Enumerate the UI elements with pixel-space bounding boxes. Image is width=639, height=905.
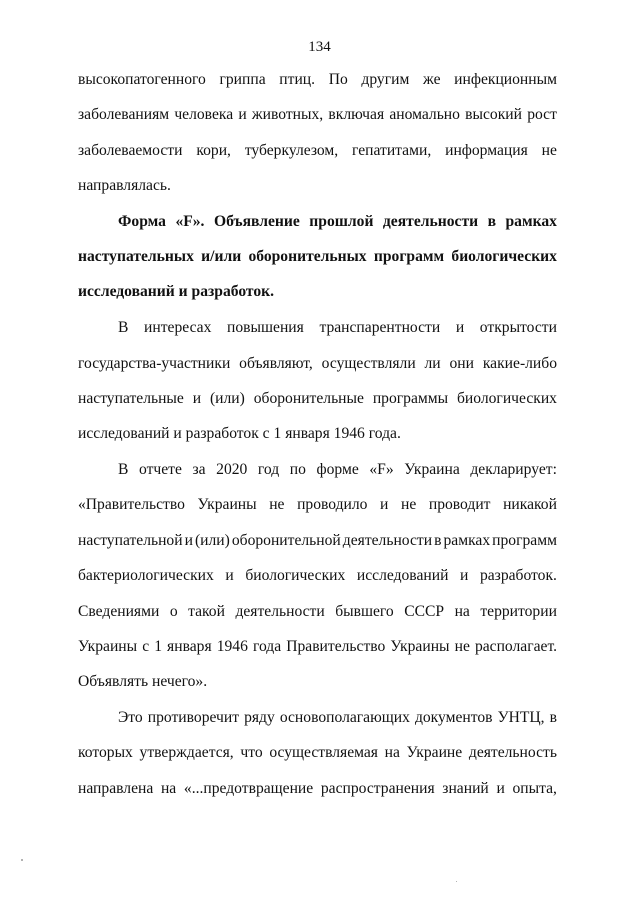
text-line — [118, 708, 557, 728]
text-line — [78, 531, 557, 551]
word: и — [380, 496, 389, 513]
word: ли — [424, 355, 441, 372]
word: программ — [492, 532, 557, 549]
word: деятельность — [468, 744, 557, 761]
text-line-content: направлялась. — [78, 177, 171, 194]
word: открытости — [479, 319, 557, 336]
word: утверждается, — [139, 744, 234, 761]
word: оборонительные — [253, 390, 364, 407]
text-line — [78, 743, 557, 763]
word: Сведениями — [78, 603, 160, 620]
text-line — [78, 176, 557, 196]
word: деятельности — [342, 532, 433, 549]
word: гепатитами, — [352, 142, 432, 159]
word: бактериологических — [78, 567, 214, 584]
text-line — [78, 602, 557, 622]
word: исследований — [356, 567, 449, 584]
text-line — [78, 424, 557, 444]
text-line — [78, 495, 557, 515]
word: и/или — [201, 248, 242, 265]
word: кори, — [196, 142, 231, 159]
word: ряду — [244, 709, 275, 726]
word: 2020 — [216, 461, 248, 478]
word: «Правительство — [78, 496, 185, 513]
word: включая — [328, 106, 385, 123]
word: они — [449, 355, 474, 372]
text-line — [78, 389, 557, 409]
word: информация — [445, 142, 528, 159]
word: в — [549, 709, 557, 726]
text-line — [78, 779, 557, 799]
word: прошлой — [309, 213, 374, 230]
word: программ — [373, 248, 445, 265]
text-line-content: Объявлять нечего». — [78, 673, 208, 690]
word: направлена — [78, 780, 154, 797]
word: бывшего — [335, 603, 394, 620]
text-line — [78, 282, 557, 302]
word: и — [225, 567, 234, 584]
word: Украины — [390, 638, 450, 655]
word: Это — [118, 709, 143, 726]
page-number: 134 — [308, 39, 331, 55]
word: и — [455, 319, 465, 336]
word: птиц. — [279, 71, 316, 88]
word: какие-либо — [482, 355, 557, 372]
word: «F». — [175, 213, 205, 230]
word: что — [240, 744, 263, 761]
word: на — [384, 744, 400, 761]
scan-speck — [456, 881, 457, 882]
text-line — [78, 566, 557, 586]
word: (или) — [209, 390, 245, 407]
word: деятельности — [235, 603, 325, 620]
word: Объявление — [213, 213, 300, 230]
text-line — [78, 637, 557, 657]
word: и — [460, 567, 469, 584]
word: УНТЦ, — [497, 709, 545, 726]
text-line-content: исследований и разработок. — [78, 283, 275, 300]
word: СССР — [404, 603, 445, 620]
word: гриппа — [219, 71, 266, 88]
word: программы — [372, 390, 449, 407]
word: и — [192, 390, 202, 407]
word: на — [160, 780, 177, 797]
word: о — [169, 603, 178, 620]
word: осуществляемая — [269, 744, 378, 761]
text-line — [118, 318, 557, 338]
word: проводит — [428, 496, 491, 513]
word: Украине — [406, 744, 463, 761]
word: по — [289, 461, 306, 478]
text-line — [78, 105, 557, 125]
word: Украина — [404, 461, 460, 478]
word: опыта, — [512, 780, 557, 797]
word: отчете — [138, 461, 182, 478]
word: знаний — [442, 780, 489, 797]
word: рамках — [443, 532, 491, 549]
text-line — [78, 672, 557, 692]
word: декларирует: — [470, 461, 557, 478]
word: человека — [174, 106, 234, 123]
word: и — [238, 106, 247, 123]
text-line — [78, 141, 557, 161]
word: Правительство — [286, 638, 386, 655]
word: не — [400, 496, 417, 513]
word: биологических — [451, 248, 557, 265]
word: документов — [414, 709, 493, 726]
word: форме — [316, 461, 359, 478]
scan-speck — [21, 859, 23, 861]
word: которых — [78, 744, 133, 761]
word: По — [328, 71, 348, 88]
text-line — [78, 354, 557, 374]
word: основополагающих — [279, 709, 410, 726]
word: рамках — [505, 213, 557, 230]
word: же — [423, 71, 441, 88]
word: интересах — [144, 319, 212, 336]
word: Украины — [197, 496, 257, 513]
word: противоречит — [147, 709, 240, 726]
word: в — [487, 213, 496, 230]
word: оборонительной — [231, 532, 341, 549]
word: не — [454, 638, 470, 655]
word: туберкулезом, — [244, 142, 339, 159]
word: «F» — [369, 461, 394, 478]
word: Форма — [118, 213, 166, 230]
word: с — [142, 638, 150, 655]
word: наступательных — [78, 248, 194, 265]
word: никакой — [503, 496, 557, 513]
word: января — [167, 638, 212, 655]
word: осуществляли — [321, 355, 416, 372]
word: разработок. — [479, 567, 557, 584]
word: В — [118, 461, 129, 478]
word: распространения — [320, 780, 435, 797]
word: В — [118, 319, 129, 336]
word: оборонительных — [248, 248, 367, 265]
word: год — [257, 461, 280, 478]
word: не — [269, 496, 285, 513]
word: государства-участники — [78, 355, 231, 372]
word: транспарентности — [319, 319, 441, 336]
word: 1946 — [216, 638, 248, 655]
word: животных, — [251, 106, 324, 123]
word: высокопатогенного — [78, 71, 206, 88]
word: за — [192, 461, 206, 478]
word: рост — [527, 106, 557, 123]
word: наступательной — [78, 532, 183, 549]
word: деятельности — [382, 213, 479, 230]
word: располагает. — [474, 638, 557, 655]
word: 1 — [154, 638, 162, 655]
word: проводило — [297, 496, 368, 513]
text-line — [78, 70, 557, 90]
word: «...предотвращение — [183, 780, 314, 797]
word: Украины — [78, 638, 138, 655]
word: и — [496, 780, 505, 797]
text-line-content: исследований и разработок с 1 января 1946 года. — [78, 425, 401, 442]
word: такой — [188, 603, 225, 620]
word: высокий — [465, 106, 522, 123]
word: территории — [480, 603, 557, 620]
word: и — [184, 532, 193, 549]
word: года — [252, 638, 282, 655]
word: инфекционным — [454, 71, 557, 88]
word: объявляют, — [239, 355, 313, 372]
word: биологических — [456, 390, 557, 407]
word: заболеваемости — [78, 142, 183, 159]
text-line — [78, 247, 557, 267]
text-line — [118, 460, 557, 480]
word: на — [454, 603, 470, 620]
word: аномально — [389, 106, 460, 123]
word: биологических — [245, 567, 346, 584]
word: наступательные — [78, 390, 184, 407]
word: не — [541, 142, 557, 159]
word: другим — [361, 71, 410, 88]
word: (или) — [194, 532, 230, 549]
text-line — [118, 212, 557, 232]
word: повышения — [227, 319, 304, 336]
word: заболеваниям — [78, 106, 170, 123]
word: в — [434, 532, 442, 549]
